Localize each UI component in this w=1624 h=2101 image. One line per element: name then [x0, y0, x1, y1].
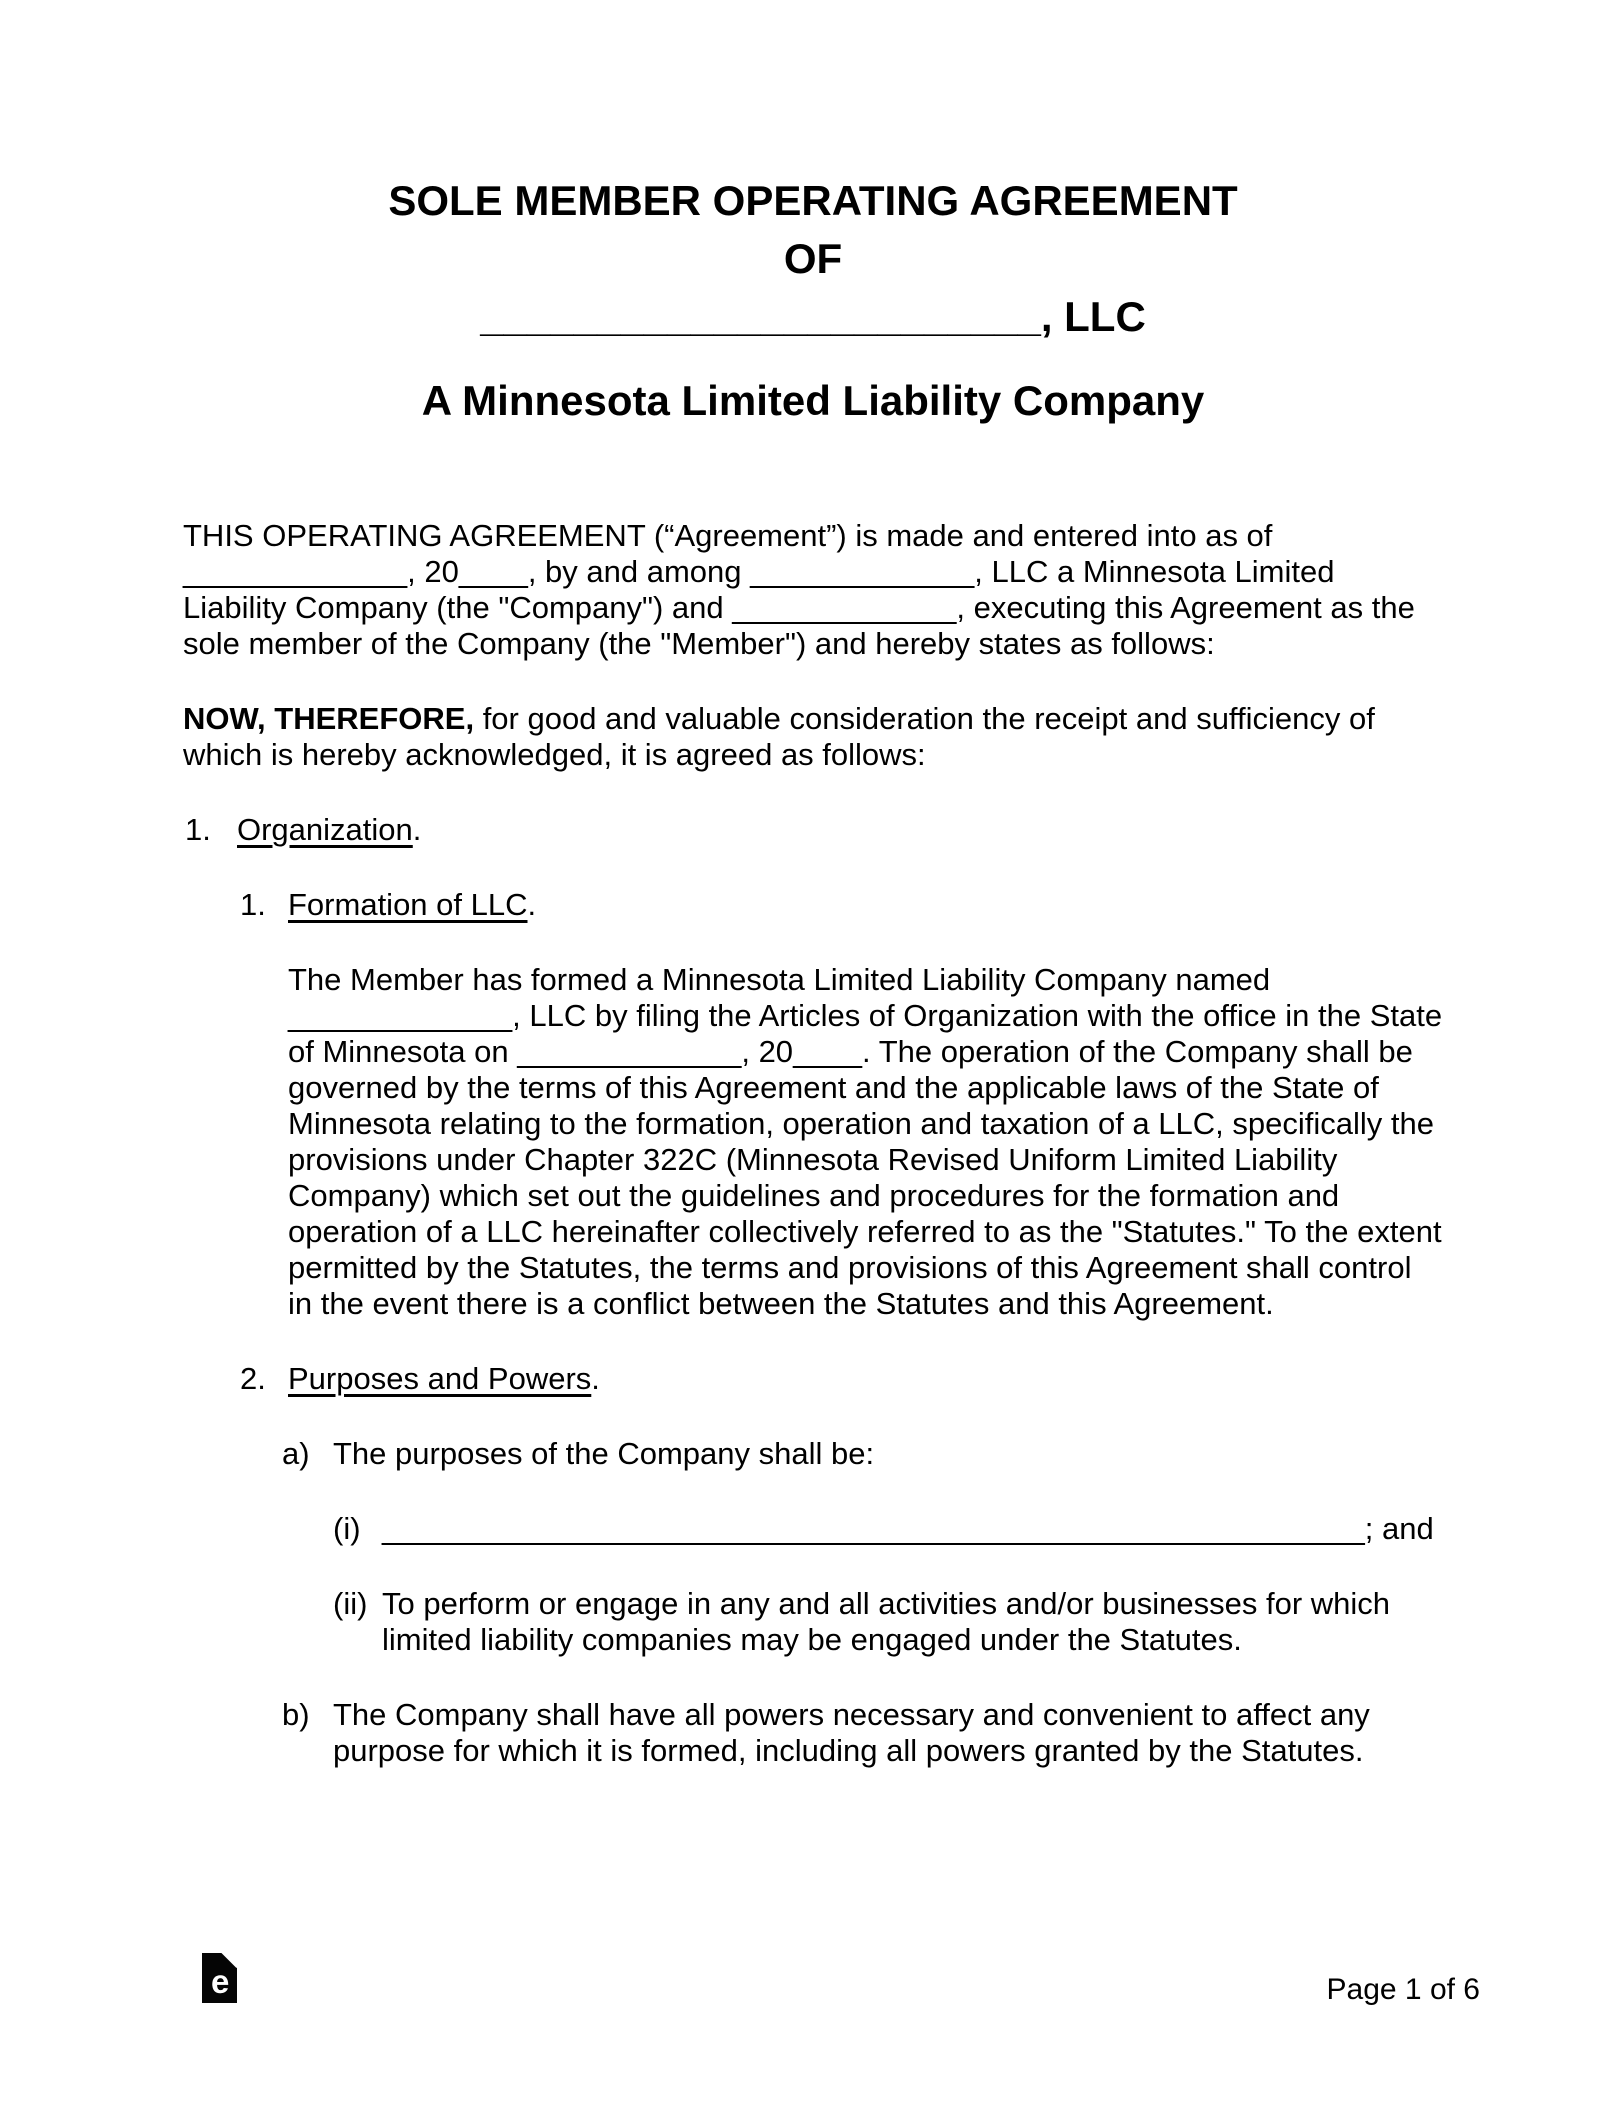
title-line-1: SOLE MEMBER OPERATING AGREEMENT	[388, 177, 1238, 224]
section-heading-period: .	[412, 812, 422, 847]
list-item-a-text: The purposes of the Company shall be:	[333, 1436, 875, 1471]
intro-paragraph	[183, 518, 1443, 662]
list-item-a-ii-text: To perform or engage in any and all activities and/or businesses for which limited liability companies may be engaged under the Statutes.	[382, 1586, 1391, 1657]
date-blank[interactable]: _____________	[183, 554, 408, 589]
subsection-heading-period: .	[527, 887, 537, 922]
list-item-a	[183, 1436, 1443, 1472]
list-item-b-text: The Company shall have all powers necessary and convenient to affect any purpose for which it is formed, including all powers granted by the Statutes.	[333, 1697, 1370, 1768]
list-marker-i: (i)	[333, 1511, 361, 1546]
subsection-number: 1.	[240, 887, 266, 922]
formation-paragraph	[288, 962, 1443, 1322]
list-marker-a: a)	[282, 1436, 310, 1471]
year-blank[interactable]: ____	[458, 554, 528, 589]
formation-text-3: , 20	[741, 1034, 794, 1069]
intro-text-3: , by and among	[527, 554, 751, 589]
list-item-a-i-suffix: ; and	[1364, 1511, 1434, 1546]
svg-text:e: e	[211, 1963, 230, 2000]
filing-date-blank[interactable]: _____________	[517, 1034, 742, 1069]
filing-year-blank[interactable]: ____	[793, 1034, 863, 1069]
section-number: 1.	[185, 812, 211, 847]
subsection-number: 2.	[240, 1361, 266, 1396]
title-line-2: OF	[783, 235, 843, 282]
title-llc-suffix: , LLC	[1040, 293, 1146, 340]
subsection-purposes-heading	[183, 1361, 1443, 1397]
formation-text-4: . The operation of the Company shall be governed by the terms of this Agreement and the applicable laws of the State of Minnesota relating to the formation, operation and taxation of a LLC, specifically the provisions under Chapter 322C (Minnesota Revised Uniform Limited Liability Company) which set out the guidelines and procedures for the formation and operation of a LLC hereinafter collectively referred to as the "Statutes." To the extent permitted by the Statutes, the terms and provisions of this Agreement shall control in the event there is a conflict between the Statutes and this Agreement.	[288, 1034, 1442, 1321]
intro-text-4: , LLC a Minnesota Limited Liability Company (the "Company") and	[183, 554, 1335, 625]
subsection-heading-text: Formation of LLC	[288, 887, 528, 922]
subsection-heading-period: .	[591, 1361, 600, 1396]
list-marker-b: b)	[282, 1697, 310, 1732]
member-blank[interactable]: _____________	[732, 590, 957, 625]
intro-text-2: , 20	[407, 554, 459, 589]
formation-text-1: The Member has formed a Minnesota Limited Liability Company named	[288, 962, 1271, 997]
intro-text-5: , executing this Agreement as the sole member of the Company (the "Member") and hereby states as follows:	[183, 590, 1415, 661]
page-number-label: Page 1 of 6	[1326, 1973, 1480, 2006]
llc-name-blank[interactable]: _____________	[288, 998, 513, 1033]
now-therefore-text: for good and valuable consideration the receipt and sufficiency of which is hereby acknowledged, it is agreed as follows:	[183, 701, 1375, 772]
list-marker-ii: (ii)	[333, 1586, 368, 1621]
document-title	[183, 172, 1443, 346]
company-name-blank[interactable]: ________________________	[480, 293, 1041, 340]
intro-text-1: THIS OPERATING AGREEMENT (“Agreement”) is made and entered into as of	[183, 518, 1273, 553]
list-item-a-i	[183, 1511, 1443, 1547]
section-heading-text: Organization	[237, 812, 413, 847]
section-organization-heading	[183, 812, 1443, 848]
list-item-b	[183, 1697, 1443, 1769]
list-item-a-ii	[183, 1586, 1443, 1658]
subsection-heading-text: Purposes and Powers	[288, 1361, 592, 1396]
now-therefore-lead: NOW, THEREFORE,	[183, 701, 475, 736]
document-subtitle: A Minnesota Limited Liability Company	[421, 377, 1205, 424]
now-therefore-paragraph	[183, 701, 1443, 773]
formation-text-2: , LLC by filing the Articles of Organization with the office in the State of Minnesota on	[288, 998, 1443, 1069]
company-blank[interactable]: _____________	[750, 554, 975, 589]
purpose-blank[interactable]: _________________________________________________________	[382, 1511, 1365, 1546]
eforms-logo-icon	[202, 1953, 237, 2003]
subsection-formation-heading	[183, 887, 1443, 923]
title-line-3	[183, 288, 1443, 346]
